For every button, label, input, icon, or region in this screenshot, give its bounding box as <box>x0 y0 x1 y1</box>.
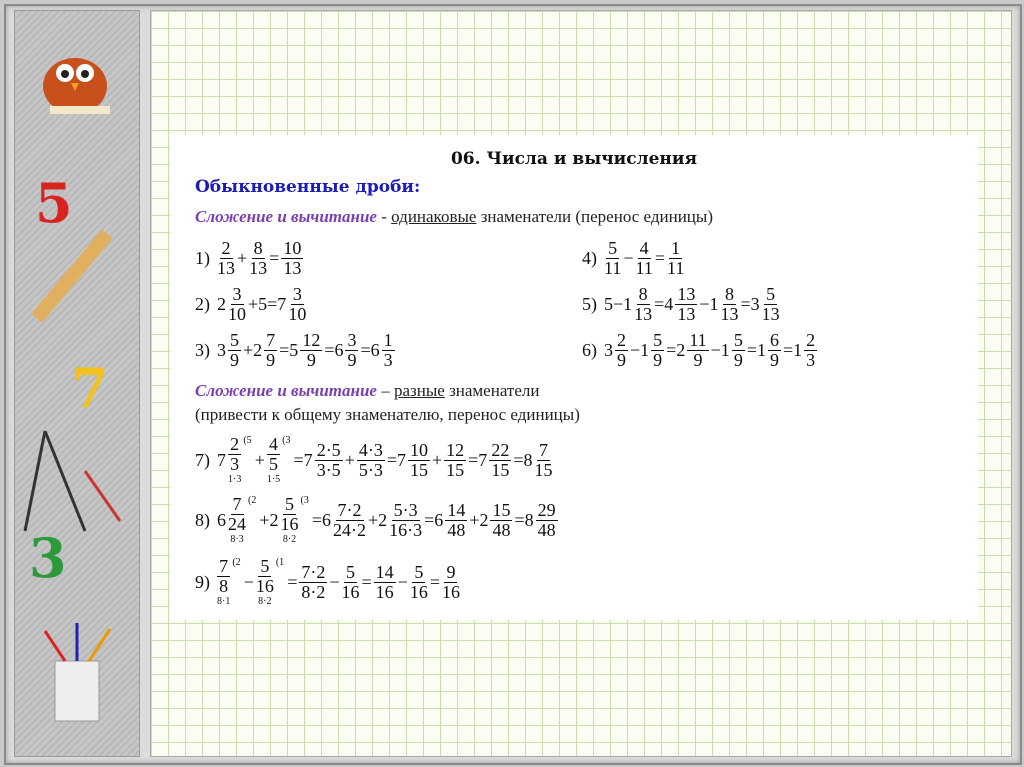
numerator: 12 <box>302 330 321 350</box>
fraction <box>333 501 366 540</box>
fraction <box>299 563 327 602</box>
numerator: 5 <box>414 561 424 582</box>
page-title: 06. Числа и вычисления <box>450 149 698 169</box>
fraction <box>374 563 396 602</box>
fraction <box>228 495 246 545</box>
fraction <box>249 239 267 278</box>
fraction <box>732 331 745 370</box>
numerator: 7 <box>266 330 276 350</box>
fraction <box>634 285 652 324</box>
operator-text: =8 <box>513 449 533 470</box>
operator-text: =7 <box>468 449 488 470</box>
example-1 <box>195 239 304 278</box>
fraction <box>256 557 274 607</box>
numerator: 6 <box>769 330 779 350</box>
description: знаменатели <box>444 381 540 400</box>
operator-text: =6 <box>324 340 344 360</box>
operator-text: 6 <box>217 509 226 530</box>
denominator: 9 <box>617 350 626 370</box>
operator-text: 2 <box>217 294 226 314</box>
denominator: 13 <box>634 304 653 324</box>
denominator: 16 <box>409 581 428 602</box>
dash: - <box>376 207 392 226</box>
denominator: 16 <box>280 514 299 534</box>
numerator: 10 <box>410 439 428 460</box>
example-4 <box>582 239 685 278</box>
operator-text: =4 <box>654 294 674 314</box>
numerator: 2·5 <box>316 439 341 460</box>
numerator: 2 <box>806 330 816 350</box>
extra-factor: (3 <box>282 435 291 446</box>
numerator: 7 <box>219 556 229 576</box>
numerator: 2 <box>230 434 240 454</box>
factorization: 8·1 <box>217 596 231 607</box>
fraction <box>300 331 322 370</box>
factorization: 8·3 <box>230 534 244 545</box>
factorization: 8·2 <box>258 596 272 607</box>
denominator: 16 <box>441 581 460 602</box>
denominator: 16·3 <box>389 519 423 540</box>
denominator: 13 <box>677 304 696 324</box>
factorization: 1·3 <box>228 474 242 485</box>
denominator: 3 <box>806 350 816 370</box>
fraction <box>264 331 277 370</box>
fraction <box>410 563 428 602</box>
denominator: 9 <box>733 350 743 370</box>
denominator: 11 <box>667 258 685 278</box>
fraction <box>636 239 653 278</box>
operator-text: +2 <box>469 509 489 530</box>
numerator: 3 <box>347 330 357 350</box>
denominator: 15 <box>534 459 553 480</box>
numerator: 5 <box>653 330 663 350</box>
example-label: 1) <box>195 248 210 268</box>
numerator: 2 <box>221 238 231 258</box>
denominator: 13 <box>283 258 302 278</box>
operator-text: = <box>429 571 440 592</box>
fraction <box>536 501 558 540</box>
compass-icon <box>25 431 120 531</box>
fraction <box>408 441 430 480</box>
numerator: 8 <box>253 238 263 258</box>
operator-text: − <box>397 571 408 592</box>
denominator: 13 <box>217 258 235 278</box>
section-heading: Обыкновенные дроби: <box>195 177 421 197</box>
fraction <box>651 331 664 370</box>
operator-text: + <box>237 248 248 268</box>
topic-label: Сложение и вычитание <box>195 381 377 400</box>
denominator: 5 <box>269 454 279 474</box>
denominator: 13 <box>720 304 739 324</box>
numerator: 3 <box>292 284 302 304</box>
numerator: 7·2 <box>337 499 362 520</box>
numerator: 1 <box>383 330 393 350</box>
operator-text: =2 <box>666 340 686 360</box>
operator-text: = <box>361 571 372 592</box>
fraction <box>357 441 385 480</box>
fraction <box>281 495 299 545</box>
denominator: 24·2 <box>333 519 366 540</box>
example-label: 6) <box>582 340 597 360</box>
owl-icon <box>43 58 110 114</box>
fraction <box>615 331 628 370</box>
denominator: 13 <box>249 258 268 278</box>
numerator: 10 <box>283 238 302 258</box>
numerator: 4·3 <box>358 439 383 460</box>
digit-five: 5 <box>35 171 73 235</box>
dash: – <box>376 381 394 400</box>
numerator: 5 <box>766 284 776 304</box>
denominator: 8·2 <box>301 581 326 602</box>
denominator: 11 <box>604 258 622 278</box>
operator-text: 3 <box>217 340 226 360</box>
operator-text: +5=7 <box>248 294 287 314</box>
fraction <box>804 331 817 370</box>
numerator: 22 <box>491 439 510 460</box>
operator-text: −1 <box>699 294 719 314</box>
denominator: 3 <box>383 350 393 370</box>
operator-text: =8 <box>514 509 534 530</box>
denominator: 15 <box>491 459 510 480</box>
denominator: 9 <box>230 350 239 370</box>
denominator: 3 <box>230 454 240 474</box>
fraction <box>442 563 460 602</box>
digit-seven: 7 <box>71 356 109 420</box>
example-8 <box>195 495 559 545</box>
emphasis: разные <box>393 381 445 400</box>
numerator: 4 <box>269 434 279 454</box>
numerator: 11 <box>689 330 707 350</box>
numerator: 15 <box>492 499 511 520</box>
fraction <box>342 563 360 602</box>
extra-factor: (3 <box>300 495 309 506</box>
operator-text: − <box>329 571 340 592</box>
fraction <box>267 435 280 485</box>
operator-text: + <box>344 449 355 470</box>
operator-text: =6 <box>360 340 380 360</box>
numerator: 5 <box>285 494 294 514</box>
fraction <box>604 239 621 278</box>
numerator: 8 <box>724 284 734 304</box>
fraction <box>667 239 684 278</box>
numerator: 14 <box>447 499 466 520</box>
example-label: 7) <box>195 449 210 470</box>
emphasis: одинаковые <box>391 207 477 226</box>
denominator: 11 <box>635 258 653 278</box>
fraction <box>228 331 241 370</box>
fraction <box>217 239 235 278</box>
operator-text: = <box>287 571 298 592</box>
numerator: 4 <box>639 238 649 258</box>
denominator: 10 <box>288 304 307 324</box>
operator-text: =6 <box>311 509 331 530</box>
fraction <box>444 441 466 480</box>
factorization: 1·5 <box>266 474 281 485</box>
operator-text: 5−1 <box>604 294 633 314</box>
numerator: 12 <box>446 439 465 460</box>
numerator: 13 <box>677 284 696 304</box>
denominator: 16 <box>375 581 394 602</box>
example-label: 3) <box>195 340 210 360</box>
description: знаменатели (перенос единицы) <box>476 207 713 226</box>
subsection-different-denominators <box>195 381 539 401</box>
denominator: 48 <box>447 519 466 540</box>
fraction <box>228 435 241 485</box>
example-7 <box>195 435 553 485</box>
content-card <box>170 135 978 620</box>
denominator: 9 <box>347 350 357 370</box>
operator-text: 3 <box>604 340 613 360</box>
operator-text: =7 <box>293 449 313 470</box>
numerator: 3 <box>232 284 242 304</box>
pencil-cup-icon <box>45 623 110 721</box>
fraction <box>762 285 780 324</box>
denominator: 5·3 <box>358 459 383 480</box>
numerator: 5 <box>733 330 743 350</box>
fraction <box>217 557 230 607</box>
extra-factor: (2 <box>248 495 257 506</box>
fraction <box>345 331 358 370</box>
fraction <box>389 501 422 540</box>
example-label: 9) <box>195 571 210 592</box>
topic-label: Сложение и вычитание <box>195 207 377 226</box>
operator-text: = <box>269 248 280 268</box>
fraction <box>490 501 512 540</box>
operator-text: =1 <box>782 340 803 360</box>
denominator: 9 <box>769 350 779 370</box>
operator-text: 7 <box>217 449 226 470</box>
numerator: 7 <box>232 494 242 514</box>
fraction <box>445 501 467 540</box>
numerator: 5 <box>608 238 618 258</box>
ruler-icon <box>31 229 112 322</box>
example-label: 4) <box>582 248 597 268</box>
operator-text: =1 <box>746 340 766 360</box>
fraction <box>228 285 246 324</box>
extra-factor: (5 <box>243 435 252 446</box>
fraction <box>382 331 395 370</box>
denominator: 48 <box>537 519 556 540</box>
fraction <box>675 285 697 324</box>
denominator: 9 <box>653 350 663 370</box>
subsection-same-denominators <box>195 207 713 227</box>
denominator: 16 <box>255 576 274 596</box>
fraction <box>315 441 343 480</box>
operator-text: −1 <box>710 340 730 360</box>
decorative-sidebar <box>14 10 140 757</box>
fraction <box>288 285 306 324</box>
operator-text: +2 <box>368 509 388 530</box>
numerator: 8 <box>638 284 648 304</box>
example-2 <box>195 285 307 324</box>
digit-three: 3 <box>29 526 67 590</box>
operator-text: = <box>654 248 665 268</box>
operator-text: +2 <box>243 340 263 360</box>
fraction <box>720 285 738 324</box>
denominator: 9 <box>266 350 276 370</box>
denominator: 15 <box>446 459 465 480</box>
fraction <box>768 331 781 370</box>
fraction <box>489 441 511 480</box>
operator-text: =7 <box>386 449 406 470</box>
fraction <box>281 239 303 278</box>
denominator: 48 <box>492 519 511 540</box>
example-9 <box>195 557 461 607</box>
fraction <box>687 331 708 370</box>
numerator: 5 <box>346 561 355 582</box>
numerator: 5 <box>260 556 270 576</box>
denominator: 15 <box>410 459 428 480</box>
operator-text: =5 <box>279 340 299 360</box>
denominator: 24 <box>228 514 246 534</box>
numerator: 5·3 <box>393 499 418 520</box>
numerator: 14 <box>375 561 394 582</box>
numerator: 7 <box>538 439 548 460</box>
operator-text: − <box>623 248 634 268</box>
operator-text: =3 <box>740 294 760 314</box>
factorization: 8·2 <box>282 534 297 545</box>
numerator: 5 <box>230 330 239 350</box>
numerator: 29 <box>537 499 556 520</box>
extra-factor: (1 <box>275 557 285 568</box>
operator-text: −1 <box>630 340 650 360</box>
operator-text: + <box>432 449 443 470</box>
denominator: 9 <box>693 350 703 370</box>
example-label: 5) <box>582 294 597 314</box>
numerator: 1 <box>671 238 681 258</box>
example-5 <box>582 285 781 324</box>
numerator: 9 <box>446 561 456 582</box>
subsection-note: (привести к общему знаменателю, перенос единицы) <box>195 405 580 424</box>
operator-text: +2 <box>259 509 279 530</box>
operator-text: =6 <box>424 509 444 530</box>
example-6 <box>582 331 818 370</box>
denominator: 13 <box>761 304 780 324</box>
fraction <box>534 441 552 480</box>
operator-text: + <box>254 449 265 470</box>
denominator: 8 <box>219 576 229 596</box>
denominator: 3·5 <box>316 459 341 480</box>
example-label: 2) <box>195 294 210 314</box>
extra-factor: (2 <box>232 557 241 568</box>
example-label: 8) <box>195 509 210 530</box>
operator-text: − <box>243 571 254 592</box>
denominator: 10 <box>228 304 246 324</box>
numerator: 7·2 <box>301 561 326 582</box>
example-3 <box>195 331 396 370</box>
denominator: 16 <box>341 581 360 602</box>
numerator: 2 <box>617 330 626 350</box>
denominator: 9 <box>306 350 316 370</box>
